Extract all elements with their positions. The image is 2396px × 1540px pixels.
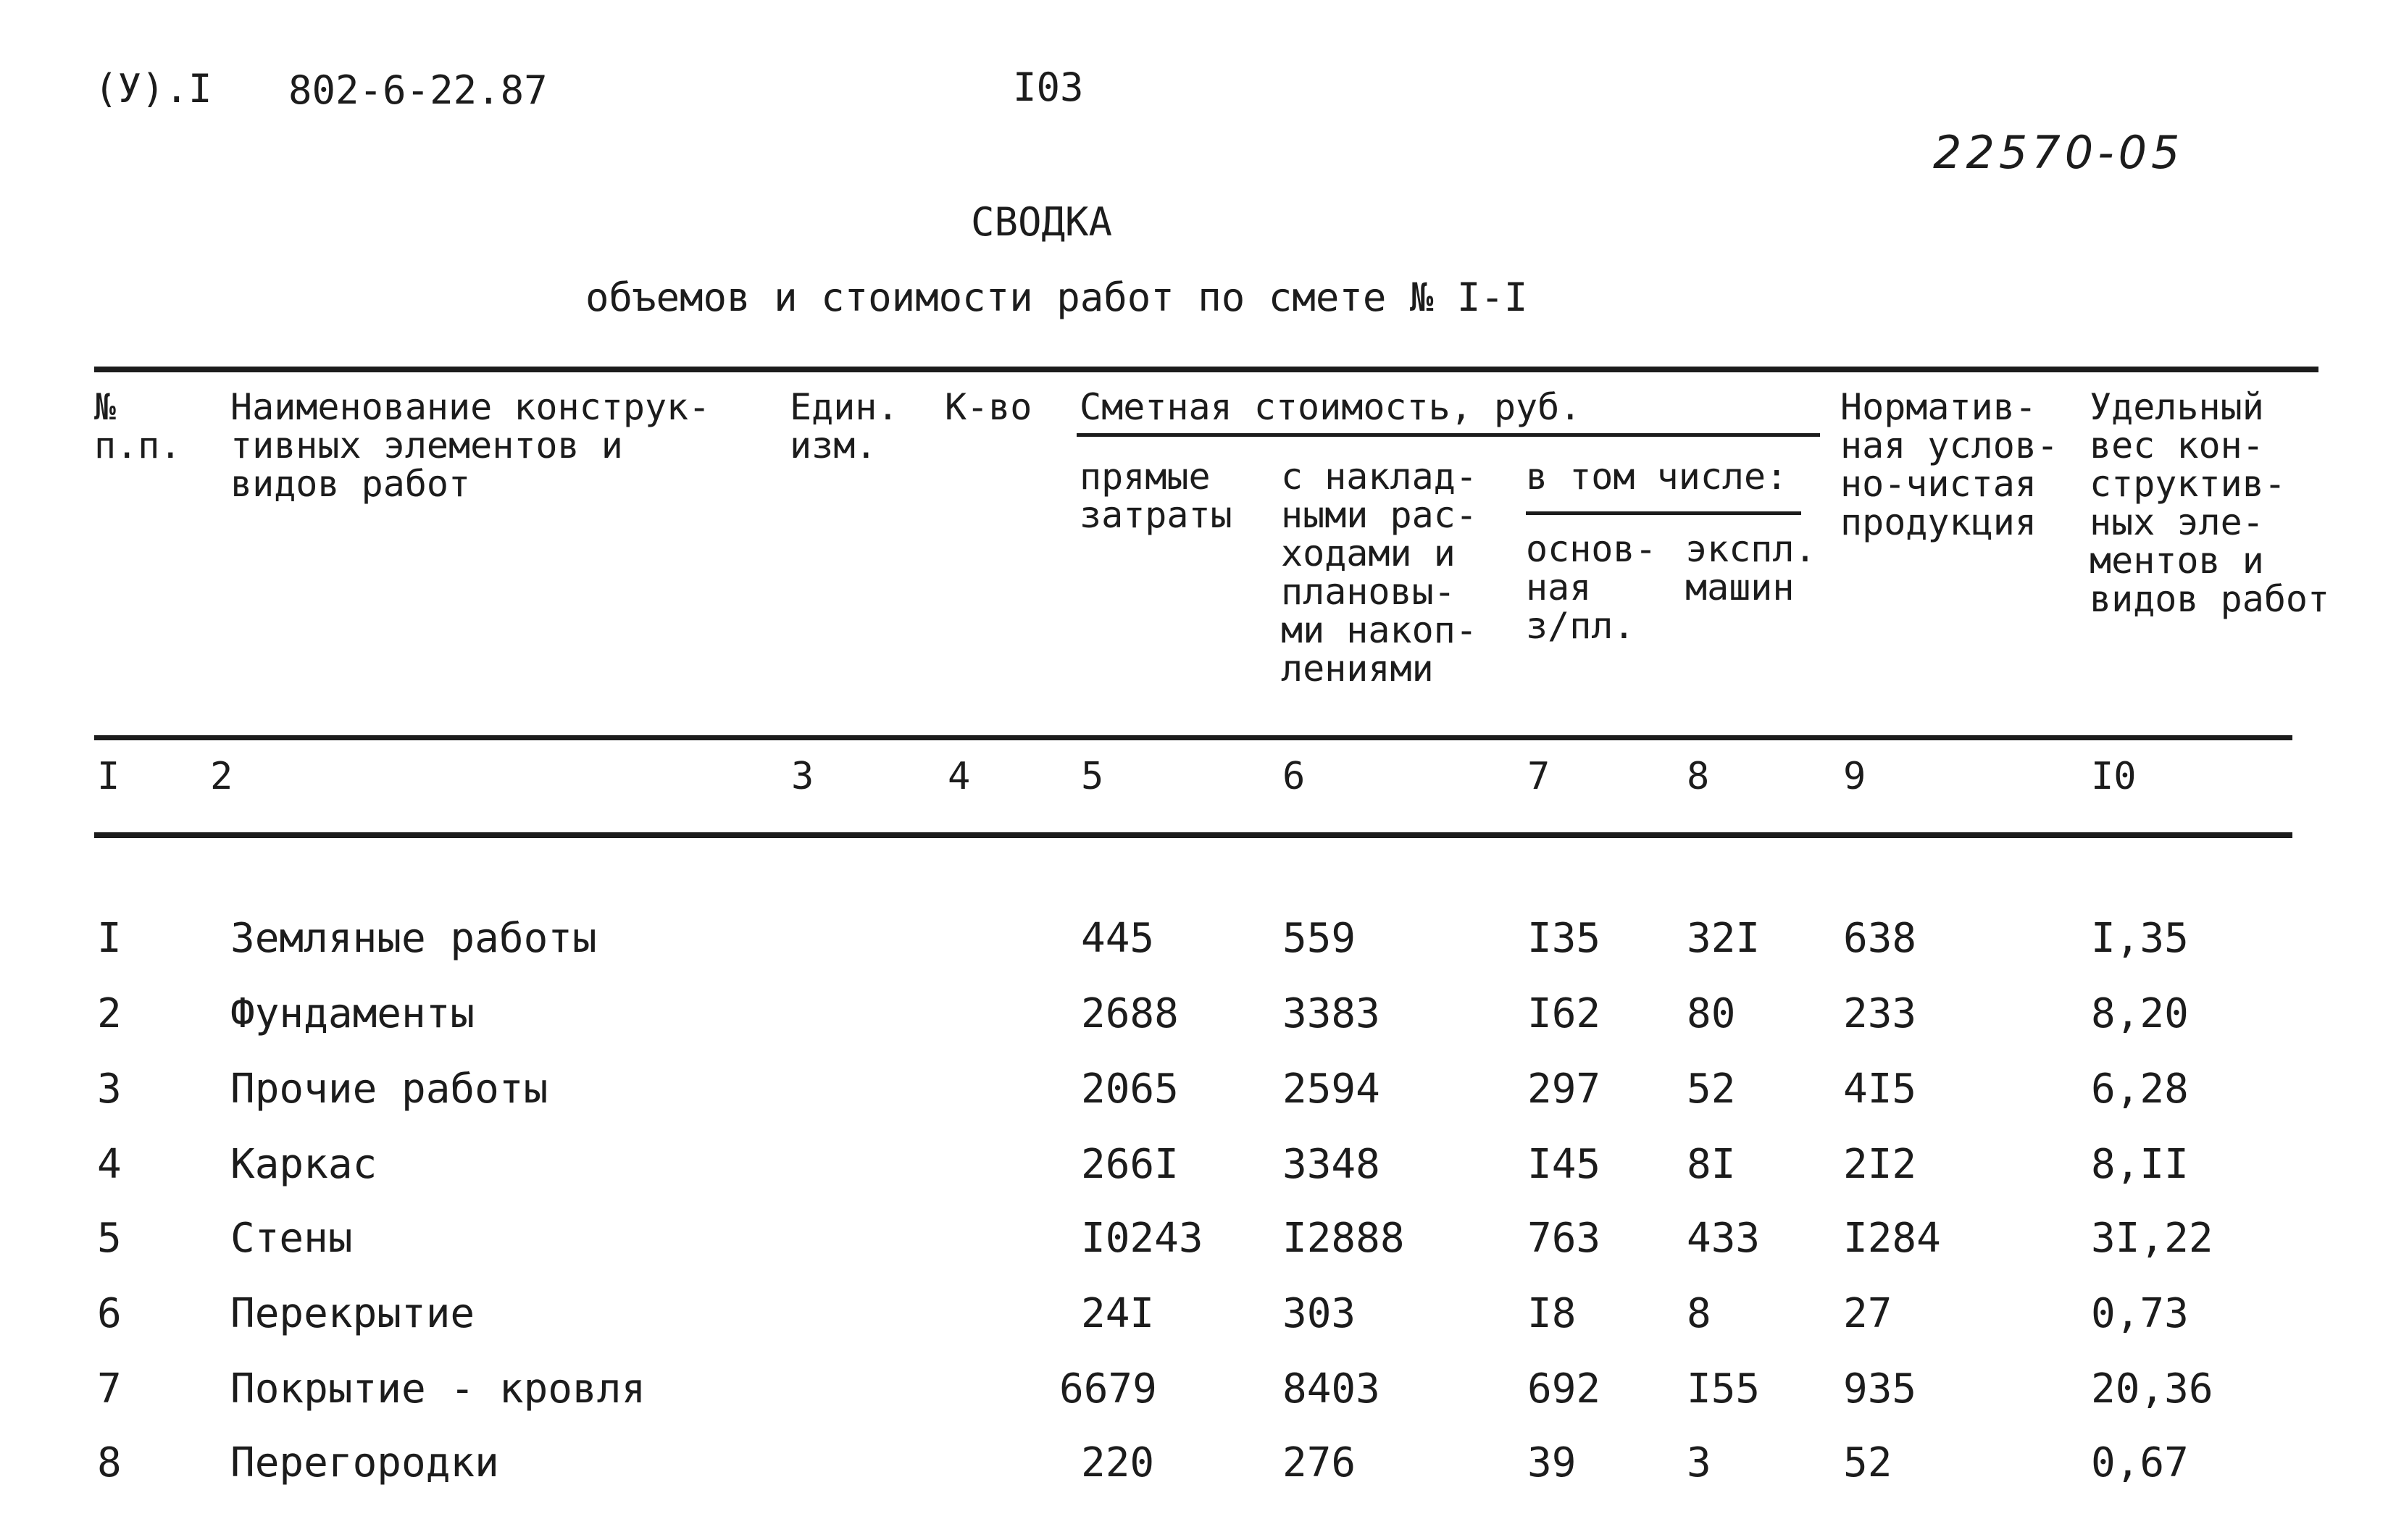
- work-name: Прочие работы: [230, 1066, 548, 1113]
- page-subtitle: объемов и стоимости работ по смете № I-I: [585, 275, 1528, 320]
- work-name: Земляные работы: [230, 915, 597, 962]
- header-unit: Един. изм.: [790, 386, 899, 466]
- header-bottom-rule: [94, 735, 2292, 740]
- share-percent: 0,67: [2091, 1439, 2189, 1486]
- machine-cost: 3: [1687, 1439, 1711, 1486]
- overhead-cost: 3348: [1282, 1141, 1380, 1188]
- header-direct: прямые затраты: [1080, 456, 1232, 536]
- row-number: I: [97, 915, 122, 962]
- cost-group-rule: [1077, 433, 1820, 437]
- direct-cost: 2688: [1081, 990, 1179, 1037]
- numbering-bottom-rule: [94, 832, 2292, 838]
- column-number: 9: [1843, 755, 1866, 798]
- header-cost-group: Сметная стоимость, руб.: [1080, 386, 1582, 428]
- share-percent: 3I,22: [2091, 1215, 2213, 1262]
- header-overhead: с наклад- ными рас- ходами и плановы- ми накоп- лениями: [1281, 456, 1477, 690]
- share-percent: 0,73: [2091, 1290, 2189, 1337]
- normative-product: 233: [1843, 990, 1917, 1037]
- base-wages: 763: [1527, 1215, 1601, 1262]
- machine-cost: 8: [1687, 1290, 1711, 1337]
- document-code: 802-6-22.87: [288, 67, 548, 113]
- column-number: 3: [791, 755, 814, 798]
- table-row: [0, 990, 2396, 1045]
- machine-cost: 80: [1687, 990, 1736, 1037]
- work-name: Стены: [230, 1215, 353, 1262]
- series-code: (У).I: [94, 66, 212, 112]
- incl-group-rule: [1526, 511, 1801, 515]
- overhead-cost: 8403: [1282, 1365, 1380, 1413]
- row-number: 7: [97, 1365, 122, 1413]
- page-title: СВОДКА: [971, 199, 1113, 245]
- table-row: [0, 1290, 2396, 1344]
- row-number: 4: [97, 1141, 122, 1188]
- column-number: 5: [1081, 755, 1104, 798]
- header-wages: основ- ная з/пл.: [1526, 528, 1657, 647]
- row-number: 3: [97, 1066, 122, 1113]
- direct-cost: 266I: [1081, 1141, 1179, 1188]
- header-qty: К-во: [945, 386, 1032, 428]
- column-number: I0: [2091, 755, 2137, 798]
- header-name: Наименование конструк- тивных элементов и видов работ: [230, 386, 711, 505]
- machine-cost: 52: [1687, 1066, 1736, 1113]
- direct-cost: I0243: [1081, 1215, 1203, 1262]
- base-wages: 692: [1527, 1365, 1601, 1413]
- work-name: Каркас: [230, 1141, 377, 1188]
- table-row: [0, 915, 2396, 969]
- work-name: Покрытие - кровля: [230, 1365, 646, 1413]
- table-row: [0, 1141, 2396, 1195]
- column-number: I: [97, 755, 120, 798]
- direct-cost: 6679: [1059, 1365, 1157, 1413]
- overhead-cost: 276: [1282, 1439, 1356, 1486]
- work-name: Перекрытие: [230, 1290, 475, 1337]
- header-share: Удельный вес кон- структив- ных эле- ментов и видов работ: [2090, 386, 2330, 620]
- direct-cost: 445: [1081, 915, 1155, 962]
- base-wages: 39: [1527, 1439, 1577, 1486]
- row-number: 8: [97, 1439, 122, 1486]
- handwritten-number: 22570-05: [1933, 126, 2184, 179]
- column-number: 6: [1282, 755, 1306, 798]
- base-wages: I8: [1527, 1290, 1577, 1337]
- base-wages: 297: [1527, 1066, 1601, 1113]
- header-incl: в том числе:: [1526, 456, 1788, 498]
- base-wages: I45: [1527, 1141, 1601, 1188]
- table-top-rule: [94, 367, 2318, 372]
- header-num: № п.п.: [94, 386, 182, 466]
- table-row: [0, 1439, 2396, 1494]
- column-number: 2: [210, 755, 233, 798]
- row-number: 2: [97, 990, 122, 1037]
- normative-product: 2I2: [1843, 1141, 1917, 1188]
- direct-cost: 24I: [1081, 1290, 1155, 1337]
- column-number: 4: [948, 755, 971, 798]
- share-percent: I,35: [2091, 915, 2189, 962]
- work-name: Перегородки: [230, 1439, 499, 1486]
- column-number: 7: [1527, 755, 1550, 798]
- direct-cost: 220: [1081, 1439, 1155, 1486]
- header-machines: экспл. машин: [1685, 528, 1816, 608]
- direct-cost: 2065: [1081, 1066, 1179, 1113]
- normative-product: 4I5: [1843, 1066, 1917, 1113]
- overhead-cost: I2888: [1282, 1215, 1405, 1262]
- column-number: 8: [1687, 755, 1710, 798]
- overhead-cost: 2594: [1282, 1066, 1380, 1113]
- share-percent: 6,28: [2091, 1066, 2189, 1113]
- share-percent: 20,36: [2091, 1365, 2213, 1413]
- normative-product: 935: [1843, 1365, 1917, 1413]
- row-number: 5: [97, 1215, 122, 1262]
- header-normative: Норматив- ная услов- но-чистая продукция: [1840, 386, 2059, 543]
- table-row: [0, 1066, 2396, 1120]
- machine-cost: I55: [1687, 1365, 1761, 1413]
- normative-product: 27: [1843, 1290, 1892, 1337]
- base-wages: I35: [1527, 915, 1601, 962]
- table-row: [0, 1215, 2396, 1269]
- work-name: Фундаменты: [230, 990, 475, 1037]
- page-number: I03: [1013, 64, 1084, 110]
- normative-product: I284: [1843, 1215, 1941, 1262]
- row-number: 6: [97, 1290, 122, 1337]
- machine-cost: 32I: [1687, 915, 1761, 962]
- share-percent: 8,II: [2091, 1141, 2189, 1188]
- normative-product: 638: [1843, 915, 1917, 962]
- machine-cost: 8I: [1687, 1141, 1736, 1188]
- overhead-cost: 559: [1282, 915, 1356, 962]
- share-percent: 8,20: [2091, 990, 2189, 1037]
- machine-cost: 433: [1687, 1215, 1761, 1262]
- table-row: [0, 1365, 2396, 1420]
- overhead-cost: 3383: [1282, 990, 1380, 1037]
- normative-product: 52: [1843, 1439, 1892, 1486]
- base-wages: I62: [1527, 990, 1601, 1037]
- overhead-cost: 303: [1282, 1290, 1356, 1337]
